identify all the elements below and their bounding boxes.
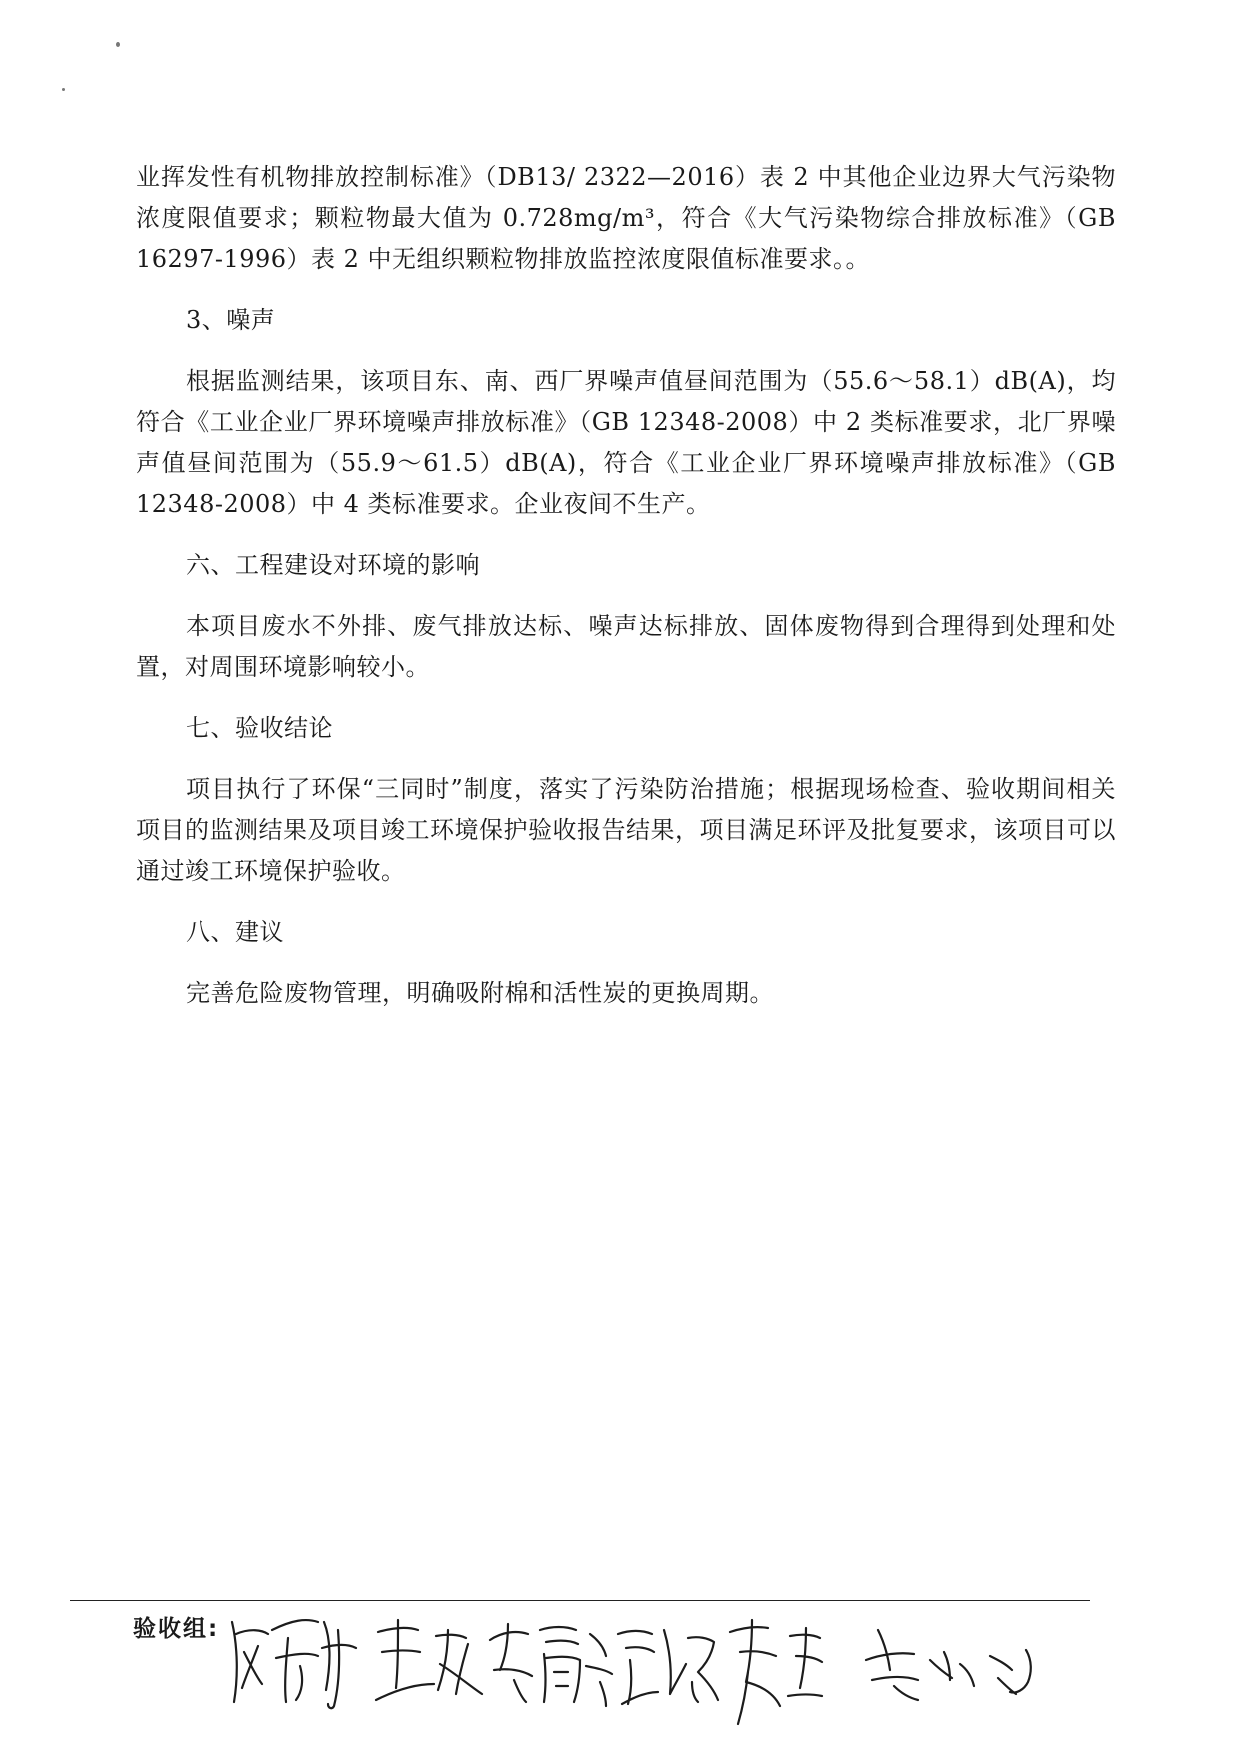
paragraph-environmental-impact: 本项目废水不外排、废气排放达标、噪声达标排放、固体废物得到合理得到处理和处置，对周围环境影响较小。 bbox=[136, 612, 1116, 681]
paragraph-voc-particulate: 业挥发性有机物排放控制标准》（DB13/ 2322—2016）表 2 中其他企业边界大气污染物浓度限值要求；颗粒物最大值为 0.728mg/m³，符合《大气污染物综合排放标准》（GB 16297-1996）表 2 中无组织颗粒物排放监控浓度限值标准要求。。 bbox=[136, 163, 1116, 273]
signature-2 bbox=[376, 1620, 718, 1706]
signature-3 bbox=[730, 1620, 822, 1724]
heading-suggestions: 八、建议 bbox=[186, 918, 284, 946]
paragraph-suggestions: 完善危险废物管理，明确吸附棉和活性炭的更换周期。 bbox=[186, 979, 774, 1007]
heading-acceptance-conclusion: 七、验收结论 bbox=[186, 714, 333, 742]
heading-noise: 3、噪声 bbox=[186, 306, 276, 334]
heading-environmental-impact: 六、工程建设对环境的影响 bbox=[186, 551, 480, 579]
paragraph-acceptance-conclusion: 项目执行了环保“三同时”制度，落实了污染防治措施；根据现场检查、验收期间相关项目的监测结果及项目竣工环境保护验收报告结果，项目满足环评及批复要求，该项目可以通过竣工环境保护验收。 bbox=[136, 775, 1116, 885]
signature-1 bbox=[232, 1620, 356, 1708]
signature-4 bbox=[866, 1630, 1031, 1700]
paragraph-noise-results: 根据监测结果，该项目东、南、西厂界噪声值昼间范围为（55.6～58.1）dB(A)，均符合《工业企业厂界环境噪声排放标准》（GB 12348-2008）中 2 类标准要求，北厂界噪声值昼间范围为（55.9～61.5）dB(A)，符合《工业企业厂界环境噪声排放标准》（GB 12348-2008）中 4 类标准要求。企业夜间不生产。 bbox=[136, 367, 1116, 518]
scan-speck bbox=[116, 42, 120, 47]
scan-speck bbox=[62, 88, 65, 91]
signature-label: 验收组: bbox=[133, 1616, 220, 1642]
document-body bbox=[136, 157, 1116, 1034]
handwritten-signatures bbox=[0, 1590, 1240, 1740]
